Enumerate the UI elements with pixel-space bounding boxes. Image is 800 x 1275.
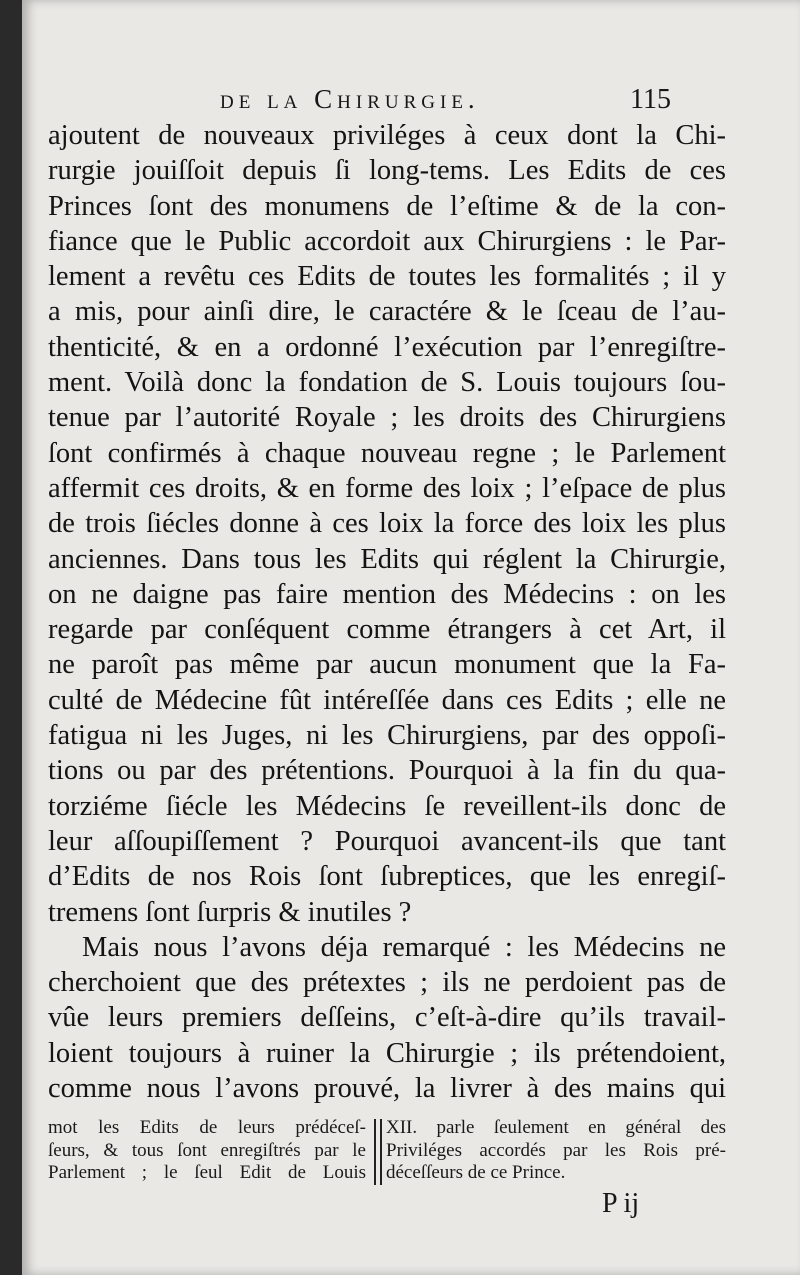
footnote-line: Priviléges accordés par les Rois pré-	[386, 1139, 726, 1161]
text-line: ajoutent de nouveaux priviléges à ceux dont la Chi-	[48, 120, 726, 151]
text-line: loient toujours à ruiner la Chirurgie ; ils prétendoient,	[48, 1037, 726, 1069]
text-line: leur aſſoupiſſement ? Pourquoi avancent-ils que tant	[48, 825, 726, 857]
text-line: Mais nous l’avons déja remarqué : les Médecins ne	[82, 931, 726, 963]
text-line: ne paroît pas même par aucun monument que la Fa-	[48, 649, 726, 681]
text-line: vûe leurs premiers deſſeins, c’eſt-à-dire qu’ils travail-	[48, 1002, 726, 1034]
text-line: rurgie jouiſſoit depuis ſi long-tems. Les Edits de ces	[48, 155, 726, 187]
footnote-line: XII. parle ſeulement en général des	[386, 1117, 726, 1138]
text-line: anciennes. Dans tous les Edits qui réglent la Chirurgie,	[48, 543, 726, 575]
text-line: Princes ſont des monumens de l’eſtime & de la con-	[48, 190, 726, 222]
text-line: tenue par l’autorité Royale ; les droits des Chirurgiens	[48, 402, 726, 434]
footnotes	[48, 1117, 726, 1191]
text-line: ſont confirmés à chaque nouveau regne ; le Parlement	[48, 437, 726, 469]
footnote-right-column	[386, 1117, 726, 1185]
text-line: a mis, pour ainſi dire, le caractére & le ſceau de l’au-	[48, 296, 726, 328]
running-title: de la Chirurgie.	[220, 84, 480, 114]
book-page	[22, 0, 800, 1275]
text-line: tions ou par des prétentions. Pourquoi à la fin du qua-	[48, 755, 726, 787]
footnote-line: mot les Edits de leurs prédéceſ-	[48, 1117, 366, 1138]
text-line: torziéme ſiécle les Médecins ſe reveillent-ils donc de	[48, 790, 726, 822]
text-line: on ne daigne pas faire mention des Médecins : on les	[48, 578, 726, 610]
column-divider	[374, 1119, 382, 1185]
text-line: lement a revêtu ces Edits de toutes les formalités ; il y	[48, 261, 726, 293]
text-line: culté de Médecine fût intéreſſée dans ces Edits ; elle ne	[48, 684, 726, 716]
text-line: cherchoient que des prétextes ; ils ne perdoient pas de	[48, 967, 726, 999]
text-line: ment. Voilà donc la fondation de S. Louis toujours ſou-	[48, 367, 726, 399]
text-line: fiance que le Public accordoit aux Chirurgiens : le Par-	[48, 225, 726, 257]
page-number: 115	[630, 84, 671, 115]
footnote-line: déceſſeurs de ce Prince.	[386, 1162, 566, 1183]
footnote-left-column	[48, 1117, 366, 1185]
text-line: regarde par conſéquent comme étrangers à cet Art, il	[48, 614, 726, 646]
text-line: affermit ces droits, & en forme des loix ; l’eſpace de plus	[48, 472, 726, 504]
signature-mark: P ij	[602, 1188, 640, 1219]
text-line: thenticité, & en a ordonné l’exécution par l’enregiſtre-	[48, 331, 726, 363]
text-line: d’Edits de nos Rois ſont ſubreptices, que les enregiſ-	[48, 861, 726, 893]
body-text	[48, 118, 726, 1106]
text-line: de trois ſiécles donne à ces loix la force des loix les plus	[48, 508, 726, 540]
page-header	[22, 84, 800, 120]
footnote-line: ſeurs, & tous ſont enregiſtrés par le	[48, 1139, 366, 1161]
text-line: comme nous l’avons prouvé, la livrer à des mains qui	[48, 1073, 726, 1105]
footnote-line: Parlement ; le ſeul Edit de Louis	[48, 1162, 366, 1183]
text-line: tremens ſont ſurpris & inutiles ?	[48, 896, 412, 928]
text-line: fatigua ni les Juges, ni les Chirurgiens, par des oppoſi-	[48, 720, 726, 752]
